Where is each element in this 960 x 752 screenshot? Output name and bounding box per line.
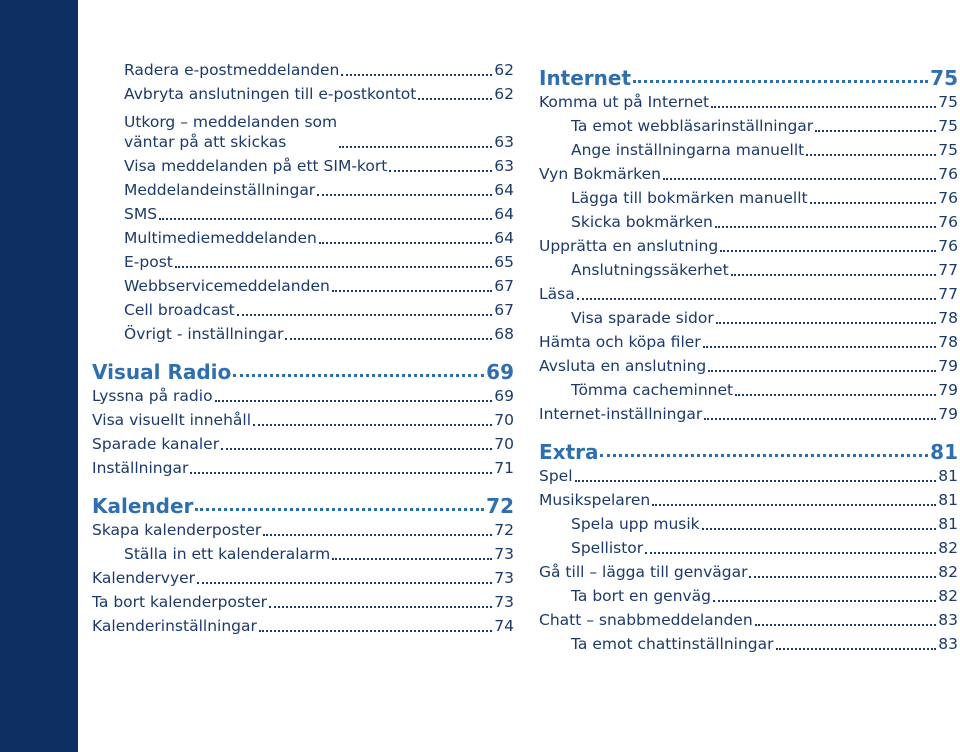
toc-entry-title: Ange inställningarna manuellt bbox=[571, 141, 805, 159]
toc-entry[interactable] bbox=[92, 250, 514, 272]
leader-dots bbox=[711, 106, 936, 108]
leader-dots bbox=[716, 322, 937, 324]
toc-page-number: 75 bbox=[938, 93, 958, 111]
leader-dots bbox=[190, 472, 492, 474]
toc-entry-title: Skicka bokmärken bbox=[571, 213, 713, 231]
toc-page-number: 75 bbox=[938, 141, 958, 159]
toc-entry-title: Kalendervyer bbox=[92, 569, 196, 587]
toc-entry-title: Visa sparade sidor bbox=[571, 309, 714, 327]
toc-page-number: 81 bbox=[930, 440, 958, 464]
toc-entry[interactable] bbox=[539, 186, 958, 208]
sidebar-band bbox=[0, 0, 78, 752]
toc-entry[interactable] bbox=[539, 512, 958, 534]
leader-dots bbox=[253, 424, 492, 426]
leader-dots bbox=[159, 218, 492, 220]
toc-page-number: 73 bbox=[494, 593, 514, 611]
leader-dots bbox=[720, 250, 936, 252]
toc-page-number: 76 bbox=[938, 213, 958, 231]
toc-page-number: 79 bbox=[938, 357, 958, 375]
leader-dots bbox=[704, 418, 936, 420]
toc-entry[interactable] bbox=[92, 408, 514, 430]
leader-dots bbox=[708, 370, 936, 372]
leader-dots bbox=[197, 582, 492, 584]
leader-dots bbox=[652, 504, 936, 506]
toc-entry-title: Extra bbox=[539, 440, 599, 464]
toc-page-number: 64 bbox=[494, 181, 514, 199]
leader-dots bbox=[195, 508, 484, 511]
leader-dots bbox=[575, 480, 937, 482]
leader-dots bbox=[749, 576, 936, 578]
leader-dots bbox=[341, 74, 492, 76]
toc-entry[interactable] bbox=[539, 258, 958, 280]
leader-dots bbox=[175, 266, 492, 268]
toc-page-number: 69 bbox=[486, 360, 514, 384]
toc-entry-title: Hämta och köpa filer bbox=[539, 333, 701, 351]
toc-entry-title: Lyssna på radio bbox=[92, 387, 213, 405]
toc-heading[interactable] bbox=[92, 486, 514, 516]
leader-dots bbox=[735, 394, 936, 396]
toc-page-number: 63 bbox=[494, 133, 514, 151]
toc-page-number: 76 bbox=[938, 165, 958, 183]
leader-dots bbox=[317, 194, 492, 196]
toc-entry-title: Cell broadcast bbox=[124, 301, 235, 319]
toc-entry[interactable] bbox=[539, 162, 958, 184]
toc-entry[interactable] bbox=[92, 542, 514, 564]
toc-heading[interactable] bbox=[92, 352, 514, 382]
toc-entry-title: Spela upp musik bbox=[571, 515, 700, 533]
toc-entry-title: Vyn Bokmärken bbox=[539, 165, 661, 183]
toc-page-number: 77 bbox=[938, 285, 958, 303]
leader-dots bbox=[285, 338, 492, 340]
toc-page-number: 81 bbox=[938, 491, 958, 509]
leader-dots bbox=[815, 130, 936, 132]
toc-entry-title: Visa meddelanden på ett SIM-kort bbox=[124, 157, 388, 175]
toc-entry[interactable] bbox=[92, 226, 514, 248]
toc-entry[interactable] bbox=[92, 178, 514, 200]
toc-entry[interactable] bbox=[92, 322, 514, 344]
toc-entry-title: Inställningar bbox=[92, 459, 189, 477]
toc-entry-title: SMS bbox=[124, 205, 158, 223]
toc-page-number: 79 bbox=[938, 405, 958, 423]
toc-entry[interactable] bbox=[539, 354, 958, 376]
toc-entry-title: Multimediemeddelanden bbox=[124, 229, 317, 247]
leader-dots bbox=[810, 202, 937, 204]
toc-entry-title: Webbservicemeddelanden bbox=[124, 277, 330, 295]
toc-page-number: 82 bbox=[938, 587, 958, 605]
leader-dots bbox=[259, 630, 492, 632]
toc-entry[interactable] bbox=[92, 274, 514, 296]
toc-entry-title: Ta emot webbläsarinställningar bbox=[571, 117, 814, 135]
toc-entry[interactable] bbox=[539, 306, 958, 328]
toc-entry[interactable] bbox=[92, 82, 514, 104]
toc-page-number: 83 bbox=[938, 635, 958, 653]
toc-entry[interactable] bbox=[539, 488, 958, 510]
toc-entry-title: Avsluta en anslutning bbox=[539, 357, 707, 375]
leader-dots bbox=[731, 274, 937, 276]
toc-page-number: 67 bbox=[494, 277, 514, 295]
toc-heading[interactable] bbox=[539, 432, 958, 462]
toc-page-number: 81 bbox=[938, 467, 958, 485]
toc-entry-title: Lägga till bokmärken manuellt bbox=[571, 189, 808, 207]
toc-entry-title: Tömma cacheminnet bbox=[571, 381, 734, 399]
toc-page-number: 68 bbox=[494, 325, 514, 343]
toc-page-number: 73 bbox=[494, 545, 514, 563]
toc-page-number: 62 bbox=[494, 61, 514, 79]
toc-entry-title: Spel bbox=[539, 467, 573, 485]
toc-entry-title: Läsa bbox=[539, 285, 575, 303]
toc-page-number: 73 bbox=[494, 569, 514, 587]
toc-page-number: 83 bbox=[938, 611, 958, 629]
toc-entry[interactable] bbox=[92, 432, 514, 454]
toc-page-number: 69 bbox=[494, 387, 514, 405]
toc-page-number: 67 bbox=[494, 301, 514, 319]
leader-dots bbox=[776, 648, 937, 650]
toc-heading[interactable] bbox=[539, 58, 958, 88]
toc-page-number: 78 bbox=[938, 309, 958, 327]
leader-dots bbox=[633, 80, 928, 83]
toc-entry-title: Spellistor bbox=[571, 539, 644, 557]
column-divider bbox=[527, 58, 529, 688]
toc-entry-title: Visual Radio bbox=[92, 360, 232, 384]
toc-entry[interactable] bbox=[92, 566, 514, 588]
leader-dots bbox=[319, 242, 492, 244]
toc-entry[interactable] bbox=[539, 210, 958, 232]
toc-page-number: 63 bbox=[494, 157, 514, 175]
toc-page-number: 76 bbox=[938, 189, 958, 207]
toc-entry-title: Chatt – snabbmeddelanden bbox=[539, 611, 753, 629]
toc-entry[interactable] bbox=[539, 536, 958, 558]
toc-entry[interactable] bbox=[539, 330, 958, 352]
toc-entry-title: Skapa kalenderposter bbox=[92, 521, 262, 539]
toc-entry-title: Övrigt - inställningar bbox=[124, 325, 284, 343]
toc-page-number: 81 bbox=[938, 515, 958, 533]
toc-entry-title: Kalenderinställningar bbox=[92, 617, 257, 635]
toc-entry-title: Ställa in ett kalenderalarm bbox=[124, 545, 331, 563]
leader-dots bbox=[221, 448, 492, 450]
toc-entry[interactable] bbox=[539, 584, 958, 606]
toc-entry-title: Gå till – lägga till genvägar bbox=[539, 563, 748, 581]
toc-page-number: 65 bbox=[494, 253, 514, 271]
leader-dots bbox=[806, 154, 936, 156]
leader-dots bbox=[237, 314, 493, 316]
leader-dots bbox=[332, 558, 492, 560]
toc-entry-title: Internet bbox=[539, 66, 632, 90]
toc-entry[interactable] bbox=[92, 590, 514, 612]
leader-dots bbox=[389, 170, 492, 172]
toc-page-number: 71 bbox=[494, 459, 514, 477]
toc-entry[interactable] bbox=[539, 464, 958, 486]
leader-dots bbox=[269, 606, 492, 608]
leader-dots bbox=[702, 528, 937, 530]
leader-dots bbox=[715, 226, 936, 228]
leader-dots bbox=[663, 178, 936, 180]
toc-page-number: 74 bbox=[494, 617, 514, 635]
toc-page-number: 79 bbox=[938, 381, 958, 399]
toc-entry[interactable] bbox=[92, 298, 514, 320]
leader-dots bbox=[645, 552, 936, 554]
toc-page-number: 75 bbox=[930, 66, 958, 90]
toc-entry-title: E-post bbox=[124, 253, 173, 271]
toc-entry[interactable] bbox=[92, 384, 514, 406]
toc-entry[interactable] bbox=[92, 202, 514, 224]
toc-entry[interactable] bbox=[539, 632, 958, 654]
toc-entry[interactable] bbox=[92, 58, 514, 80]
leader-dots bbox=[263, 534, 492, 536]
leader-dots bbox=[418, 98, 492, 100]
toc-entry[interactable] bbox=[539, 608, 958, 630]
toc-entry[interactable] bbox=[92, 456, 514, 478]
toc-entry[interactable] bbox=[92, 154, 514, 176]
toc-page-number: 82 bbox=[938, 539, 958, 557]
toc-page-number: 72 bbox=[494, 521, 514, 539]
leader-dots bbox=[233, 374, 484, 377]
toc-entry[interactable] bbox=[92, 614, 514, 636]
toc-page-number: 70 bbox=[494, 411, 514, 429]
toc-entry-title: Sparade kanaler bbox=[92, 435, 220, 453]
toc-page-number: 77 bbox=[938, 261, 958, 279]
toc-entry-title: Komma ut på Internet bbox=[539, 93, 710, 111]
toc-page-number: 64 bbox=[494, 229, 514, 247]
toc-entry-title: Kalender bbox=[92, 494, 194, 518]
toc-entry[interactable] bbox=[539, 234, 958, 256]
toc-entry-title: Ta bort en genväg bbox=[571, 587, 712, 605]
toc-entry-title: Upprätta en anslutning bbox=[539, 237, 719, 255]
toc-entry[interactable] bbox=[539, 282, 958, 304]
leader-dots bbox=[600, 454, 928, 457]
toc-entry-title: Ta bort kalenderposter bbox=[92, 593, 268, 611]
toc-entry[interactable] bbox=[539, 138, 958, 160]
toc-page-number: 72 bbox=[486, 494, 514, 518]
leader-dots bbox=[577, 298, 937, 300]
toc-page-number: 78 bbox=[938, 333, 958, 351]
toc-entry-title: Visa visuellt innehåll bbox=[92, 411, 252, 429]
toc-entry[interactable] bbox=[539, 90, 958, 112]
leader-dots bbox=[755, 624, 937, 626]
toc-entry-title: Utkorg – meddelanden som väntar på att skickas bbox=[124, 113, 338, 151]
toc-entry-title: Radera e-postmeddelanden bbox=[124, 61, 340, 79]
toc-entry-title: Ta emot chattinställningar bbox=[571, 635, 774, 653]
toc-page-number: 70 bbox=[494, 435, 514, 453]
leader-dots bbox=[215, 400, 493, 402]
toc-entry[interactable] bbox=[92, 106, 514, 152]
toc-entry-title: Musikspelaren bbox=[539, 491, 651, 509]
leader-dots bbox=[332, 290, 492, 292]
toc-page-number: 64 bbox=[494, 205, 514, 223]
toc-entry-title: Meddelandeinställningar bbox=[124, 181, 316, 199]
toc-entry[interactable] bbox=[539, 378, 958, 400]
toc-entry-title: Avbryta anslutningen till e-postkontot bbox=[124, 85, 417, 103]
toc-page-number: 76 bbox=[938, 237, 958, 255]
toc-entry[interactable] bbox=[539, 560, 958, 582]
toc-page-number: 75 bbox=[938, 117, 958, 135]
leader-dots bbox=[703, 346, 937, 348]
leader-dots bbox=[339, 146, 492, 148]
toc-entry[interactable] bbox=[539, 402, 958, 424]
toc-page-number: 62 bbox=[494, 85, 514, 103]
toc-page-number: 82 bbox=[938, 563, 958, 581]
toc-entry-title: Internet-inställningar bbox=[539, 405, 703, 423]
toc-entry-title: Anslutningssäkerhet bbox=[571, 261, 729, 279]
toc-entry[interactable] bbox=[539, 114, 958, 136]
toc-entry[interactable] bbox=[92, 518, 514, 540]
leader-dots bbox=[713, 600, 936, 602]
